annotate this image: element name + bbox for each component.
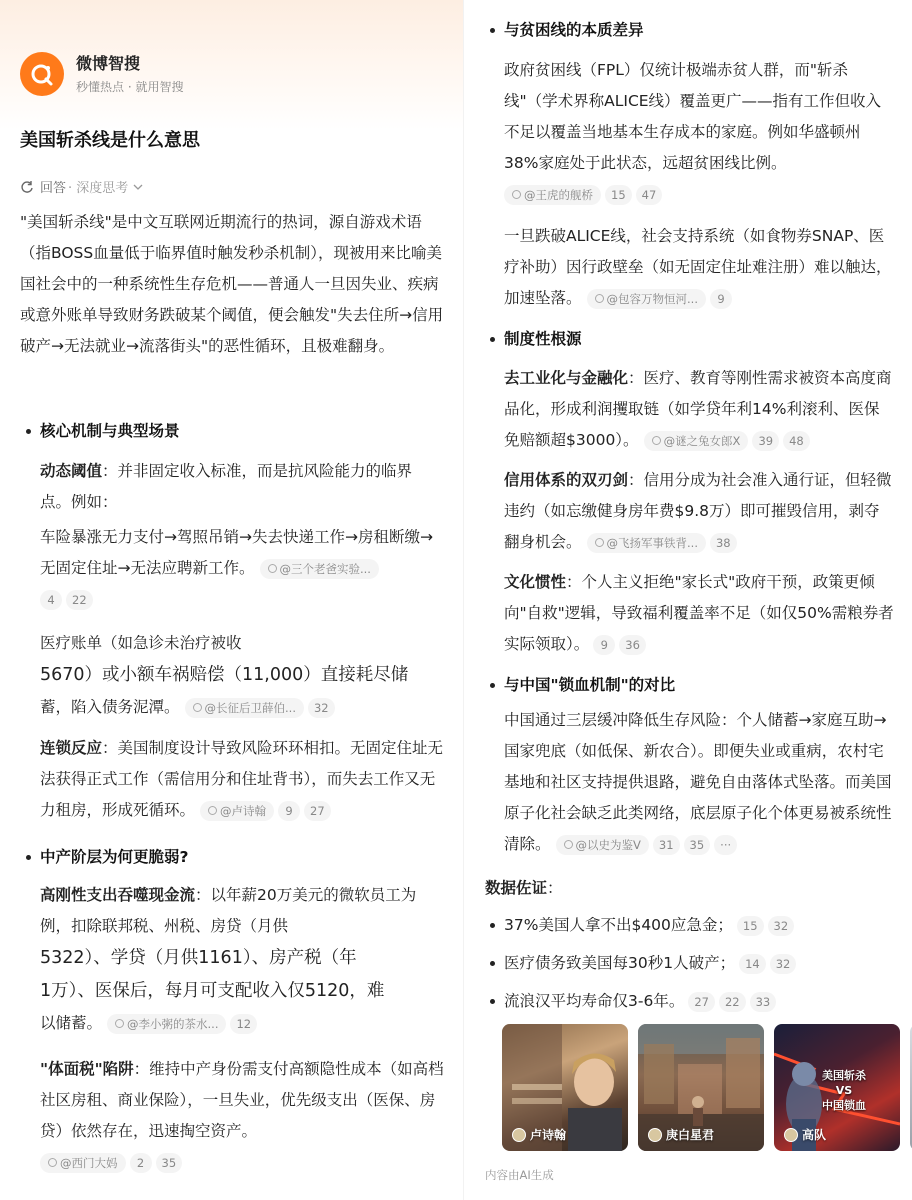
thumbnail-author-name: 庚白星君 [666,1128,715,1142]
dynamic-threshold-paragraph [40,456,440,518]
bullet-dot [490,999,495,1004]
source-name: @西门大妈 [60,1155,118,1170]
citation-count[interactable]: 32 [308,698,335,718]
rigid-spending-line4-wrap [40,1008,444,1039]
section-title-china: 与中国"锁血机制"的对比 [504,676,676,694]
example-1-paragraph [40,522,444,615]
source-chip[interactable] [200,801,274,821]
citation-count[interactable]: 22 [66,590,93,610]
section-title-core: 核心机制与典型场景 [40,422,180,440]
section-heading-poverty [490,16,644,44]
example-2-line2: 5670）或小额车祸赔偿（11,000）直接耗尽储 [40,665,409,685]
avatar [512,1128,526,1142]
citation-count[interactable]: 22 [719,992,746,1012]
source-chip[interactable] [556,835,649,855]
source-icon [564,840,573,849]
citation-count[interactable]: 2 [130,1153,152,1173]
dynamic-threshold-text: ：并非固定收入标准，而是抗风险能力的临界点。例如： [40,462,413,511]
source-name: @卢诗翰 [220,803,267,818]
source-name: @谜之兔女郎X [663,433,741,448]
source-name: @飞扬军事铁背... [606,535,698,550]
rigid-spending-line1-wrap [40,880,444,942]
source-chip[interactable] [107,1014,226,1034]
poverty-text: 政府贫困线（FPL）仅统计极端赤贫人群，而"斩杀线"（学术界称ALICE线）覆盖更广——指有工作但收入不足以覆盖当地基本生存成本的家庭。例如华盛顿州38%家庭处于此状态，远超贫困线比例。 [504,61,882,172]
chevron-down-icon [132,181,144,193]
thumbnail-author-name: 高队 [802,1128,827,1142]
rigid-spending-line4: 以储蓄。 [40,1014,103,1032]
source-name: @以史为鉴V [575,837,641,852]
app-slogan: 秒懂热点 · 就用智搜 [76,79,184,94]
overlay-line: 美国斩杀 [822,1069,866,1082]
overlay-line: VS [835,1084,853,1097]
data-item-text: 医疗债务致美国每30秒1人破产； [504,954,736,972]
data-item-1 [490,910,890,941]
citation-count[interactable]: 14 [739,954,766,974]
citation-count[interactable]: 27 [304,801,331,821]
citation-count[interactable]: 48 [783,431,810,451]
decency-tax-paragraph [40,1054,444,1178]
section-heading-core [26,417,180,445]
citation-count[interactable]: 15 [737,916,764,936]
source-name: @李小粥的茶水... [127,1016,219,1031]
source-icon [115,1019,124,1028]
source-icon [193,703,202,712]
culture-label: 文化惯性 [504,573,567,591]
deindustrialization-text: ：医疗、教育等刚性需求被资本高度商品化，形成利润攫取链（如学贷年利14%利滚利、医保免赔额超$3000）。 [504,369,892,449]
source-name: @长征后卫薛伯... [204,700,296,715]
data-evidence-title: 数据佐证 [485,879,548,897]
source-chip[interactable] [185,698,304,718]
citation-count[interactable]: 9 [593,635,615,655]
citation-count[interactable]: 36 [619,635,646,655]
thumbnail-card[interactable] [774,1024,900,1151]
data-item-2 [490,948,890,979]
citation-count[interactable]: 33 [750,992,777,1012]
thumbnail-overlay-text [822,1068,866,1113]
section-heading-middle [26,843,189,871]
culture-text: ：个人主义拒绝"家长式"政府干预，政策更倾向"自救"逻辑，导致福利覆盖率不足（如仅50%需粮券者实际领取）。 [504,573,894,653]
chain-reaction-paragraph [40,733,444,826]
data-evidence-colon: ： [547,879,563,897]
credit-text: ：信用分成为社会准入通行证，但轻微违约（如忘缴健身房年费$9.8万）即可摧毁信用，剥夺翻身机会。 [504,471,892,551]
example-2-line3: 蓄，陷入债务泥潭。 [40,698,180,716]
source-chip[interactable] [260,559,379,579]
source-icon [48,1158,57,1167]
citation-count[interactable]: 9 [278,801,300,821]
refresh-icon [20,180,34,194]
deindustrialization-paragraph [504,363,894,456]
data-item-text: 流浪汉平均寿命仅3-6年。 [504,992,685,1010]
source-name: @王虎的舰桥 [524,187,593,202]
section-heading-roots [490,325,582,353]
source-name: @三个老爸实验... [279,561,371,576]
rigid-spending-line3: 1万）、医保后，每月可支配收入仅5120，难 [40,981,385,1001]
poverty-paragraph [504,55,894,210]
china-paragraph [504,705,894,860]
media-thumbnails [502,1024,912,1151]
source-icon [595,294,604,303]
bullet-dot [490,683,495,688]
citation-count[interactable]: 38 [710,533,737,553]
citation-count[interactable]: 32 [768,916,795,936]
answer-meta[interactable] [20,177,144,196]
alice-paragraph [504,221,894,314]
citation-count[interactable]: 47 [636,185,663,205]
overlay-line: 中国锁血 [822,1099,866,1112]
bullet-dot [490,961,495,966]
citation-count[interactable]: 31 [653,835,680,855]
section-title-poverty: 与贫困线的本质差异 [504,21,644,39]
avatar [648,1128,662,1142]
source-icon [652,436,661,445]
thumbnail-author [784,1126,826,1143]
bullet-dot [490,337,495,342]
chain-reaction-text: ：美国制度设计导致风险环环相扣。无固定住址无法获得正式工作（需信用分和住址背书），而失去工作又无力租房，形成死循环。 [40,739,444,819]
ai-generated-note: 内容由AI生成 [485,1168,554,1182]
question-title: 美国斩杀线是什么意思 [20,130,200,151]
more-citations-button[interactable]: ··· [714,835,737,855]
bullet-dot [26,429,31,434]
chain-reaction-label: 连锁反应 [40,739,103,757]
bullet-dot [490,28,495,33]
bullet-dot [26,855,31,860]
citation-count[interactable]: 9 [710,289,732,309]
data-item-text: 37%美国人拿不出$400应急金； [504,916,733,934]
decency-tax-label: "体面税"陷阱 [40,1060,134,1078]
source-chip[interactable] [587,533,706,553]
app-name: 微博智搜 [76,53,141,73]
source-chip[interactable] [587,289,706,309]
source-chip[interactable] [504,185,601,205]
thumbnail-card[interactable] [638,1024,764,1151]
citation-count[interactable]: 32 [770,954,797,974]
section-heading-china [490,671,675,699]
rigid-spending-paragraph [40,880,444,1039]
source-icon [208,806,217,815]
source-icon [595,538,604,547]
source-chip[interactable] [40,1153,126,1173]
source-chip[interactable] [644,431,749,451]
citation-count[interactable]: 15 [605,185,632,205]
decency-tax-text: ：维持中产身份需支付高额隐性成本（如高档社区房租、商业保险），一旦失业，优先级支出（医保、房贷）依然存在，迅速掏空资产。 [40,1060,444,1140]
citation-count[interactable]: 12 [230,1014,257,1034]
citation-count[interactable]: 35 [684,835,711,855]
alice-text: 一旦跌破ALICE线，社会支持系统（如食物券SNAP、医疗补助）因行政壁垒（如无固定住址难注册）难以触达，加速坠落。 [504,227,892,307]
app-header [20,52,183,96]
avatar [784,1128,798,1142]
example-1-text: 车险暴涨无力支付→驾照吊销→失去快递工作→房租断缴→无固定住址→无法应聘新工作。 [40,528,433,577]
bullet-dot [490,923,495,928]
citation-count[interactable]: 39 [752,431,779,451]
rigid-spending-line1: ：以年薪20万美元的微软员工为例，扣除联邦税、州税、房贷（月供 [40,886,417,935]
citation-count[interactable]: 27 [688,992,715,1012]
citation-count[interactable]: 4 [40,590,62,610]
source-icon [512,190,521,199]
citation-count[interactable]: 35 [156,1153,183,1173]
example-2-line1: 医疗账单（如急诊未治疗被收 [40,634,242,652]
china-text: 中国通过三层缓冲降低生存风险：个人储蓄→家庭互助→国家兜底（如低保、新农合）。即便失业或重病，农村宅基地和社区支持提供退路，避免自由落体式坠落。而美国原子化社会缺乏此类网络，底层原子化个体更易被系统性清除。 [504,711,892,853]
dynamic-threshold-label: 动态阈值 [40,462,103,480]
intro-paragraph: "美国斩杀线"是中文互联网近期流行的热词，源自游戏术语（指BOSS血量低于临界值时触发秒杀机制），现被用来比喻美国社会中的一种系统性生存危机——普通人一旦因失业、疾病或意外账单导致财务跌破某个阈值，便会触发"失去住所→信用破产→无法就业→流落街头"的恶性循环，且极难翻身。 [20,213,444,355]
data-item-3 [490,986,890,1017]
credit-label: 信用体系的双刃剑 [504,471,629,489]
answer-label: 回答 [40,181,67,196]
example-2-paragraph [40,628,450,723]
culture-paragraph [504,567,898,660]
source-icon [268,564,277,573]
thumbnail-author [512,1126,566,1143]
rigid-spending-label: 高刚性支出吞噬现金流 [40,886,196,904]
data-evidence-heading [485,874,563,902]
section-title-middle: 中产阶层为何更脆弱? [40,848,189,866]
thumbnail-author [648,1126,714,1143]
example-2-line3-wrap [40,692,450,723]
source-name: @包容万物恒河... [606,291,698,306]
credit-paragraph [504,465,894,558]
thumbnail-author-name: 卢诗翰 [530,1128,567,1142]
section-title-roots: 制度性根源 [504,330,582,348]
answer-mode: · 深度思考 [68,181,129,196]
thumbnail-card[interactable] [502,1024,628,1151]
rigid-spending-line2: 5322）、学贷（月供1161）、房产税（年 [40,948,357,968]
weibo-search-logo-icon [20,52,64,96]
deindustrialization-label: 去工业化与金融化 [504,369,629,387]
